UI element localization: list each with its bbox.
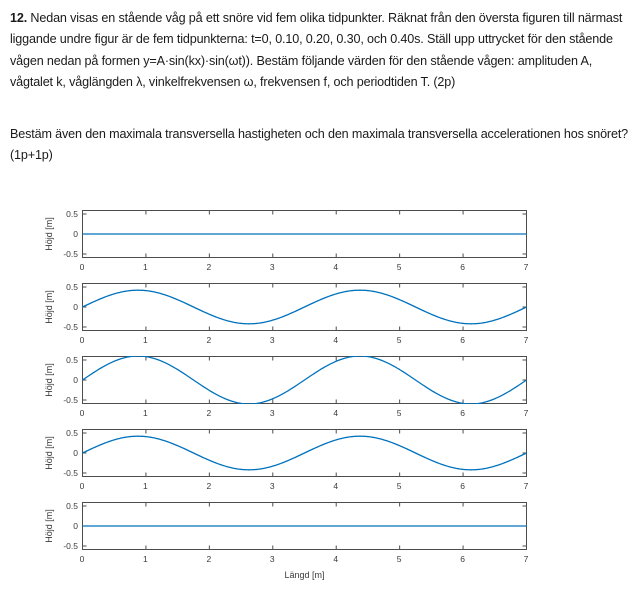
problem-text: Nedan visas en stående våg på ett snöre vid fem olika tidpunkter. Räknat från den översta figuren till närmast liggande undre figur är de fem tidpunkterna: t=0, 0.10, 0.20, 0.30, och 0.40s. Ställ upp uttrycket för den stående vågen nedan på formen y=A·sin(kx)·sin(ωt)). Bestäm följande värden för den stående vågen: amplituden A, vågtalet k, våglängden λ, vinkelfrekvensen ω, frekvensen f, och periodtiden T. (2p) [10, 11, 623, 90]
problem-number: 12. [10, 11, 28, 25]
x-tick-label: 3 [269, 554, 275, 564]
x-tick-label: 1 [143, 262, 148, 272]
x-tick-label: 6 [460, 408, 465, 418]
x-tick-label: 7 [523, 408, 529, 418]
x-tick-label: 0 [79, 554, 85, 564]
y-tick-label: -0.5 [63, 321, 78, 332]
x-tick-label: 4 [333, 481, 339, 491]
x-tick-label: 0 [79, 335, 85, 345]
y-tick-label: 0.5 [66, 500, 78, 511]
x-tick-label: 4 [333, 554, 339, 564]
y-tick-label: 0 [73, 374, 78, 385]
y-tick-label: -0.5 [63, 248, 78, 259]
wave-curve [83, 290, 527, 324]
x-tick-label: 5 [396, 481, 402, 491]
x-tick-label: 7 [523, 481, 529, 491]
y-tick-label: 0 [73, 520, 78, 531]
x-tick-label: 2 [206, 262, 212, 272]
plot-box [82, 356, 527, 404]
x-tick-label: 3 [269, 408, 275, 418]
y-tick-label: 0 [73, 301, 78, 312]
y-tick-label: 0.5 [66, 427, 78, 438]
x-tick-label: 2 [206, 335, 212, 345]
x-tick-label: 2 [206, 408, 212, 418]
plot-box [82, 429, 527, 477]
wave-curve [83, 436, 527, 470]
x-tick-label: 5 [396, 335, 402, 345]
x-tick-label: 0 [79, 262, 85, 272]
x-tick-label: 4 [333, 335, 339, 345]
x-tick-label: 4 [333, 408, 339, 418]
x-tick-label: 1 [143, 481, 148, 491]
y-tick-label: 0.5 [66, 208, 78, 219]
x-tick-label: 1 [143, 408, 148, 418]
x-tick-label: 2 [206, 481, 212, 491]
x-tick-label: 7 [523, 554, 529, 564]
plot-box [82, 502, 527, 550]
x-tick-label: 0 [79, 481, 85, 491]
x-tick-label: 7 [523, 262, 529, 272]
y-tick-label: -0.5 [63, 467, 78, 478]
x-tick-label: 1 [143, 554, 148, 564]
plot-box [82, 283, 527, 331]
y-axis-label: Höjd [m] [44, 436, 54, 470]
wave-curve [83, 356, 527, 404]
x-axis-label: Längd [m] [284, 570, 325, 580]
question-text: Bestäm även den maximala transversella hastigheten och den maximala transversella accelerationen hos snöret? (1p+1p) [10, 127, 629, 163]
x-tick-label: 7 [523, 335, 529, 345]
y-axis-label: Höjd [m] [44, 217, 54, 251]
x-tick-label: 5 [396, 408, 402, 418]
y-axis-label: Höjd [m] [44, 363, 54, 397]
x-tick-label: 2 [206, 554, 212, 564]
x-tick-label: 3 [269, 481, 275, 491]
x-tick-label: 6 [460, 335, 465, 345]
x-tick-label: 4 [333, 262, 339, 272]
y-tick-label: 0.5 [66, 281, 78, 292]
x-tick-label: 6 [460, 262, 465, 272]
x-tick-label: 5 [396, 554, 402, 564]
x-tick-label: 5 [396, 262, 402, 272]
plot-box [82, 210, 527, 258]
y-tick-label: -0.5 [63, 394, 78, 405]
x-tick-label: 3 [269, 262, 275, 272]
y-axis-label: Höjd [m] [44, 509, 54, 543]
x-tick-label: 1 [143, 335, 148, 345]
y-tick-label: 0.5 [66, 354, 78, 365]
y-tick-label: 0 [73, 447, 78, 458]
x-tick-label: 6 [460, 554, 465, 564]
y-axis-label: Höjd [m] [44, 290, 54, 324]
y-tick-label: -0.5 [63, 540, 78, 551]
x-tick-label: 0 [79, 408, 85, 418]
x-tick-label: 6 [460, 481, 465, 491]
y-tick-label: 0 [73, 228, 78, 239]
x-tick-label: 3 [269, 335, 275, 345]
